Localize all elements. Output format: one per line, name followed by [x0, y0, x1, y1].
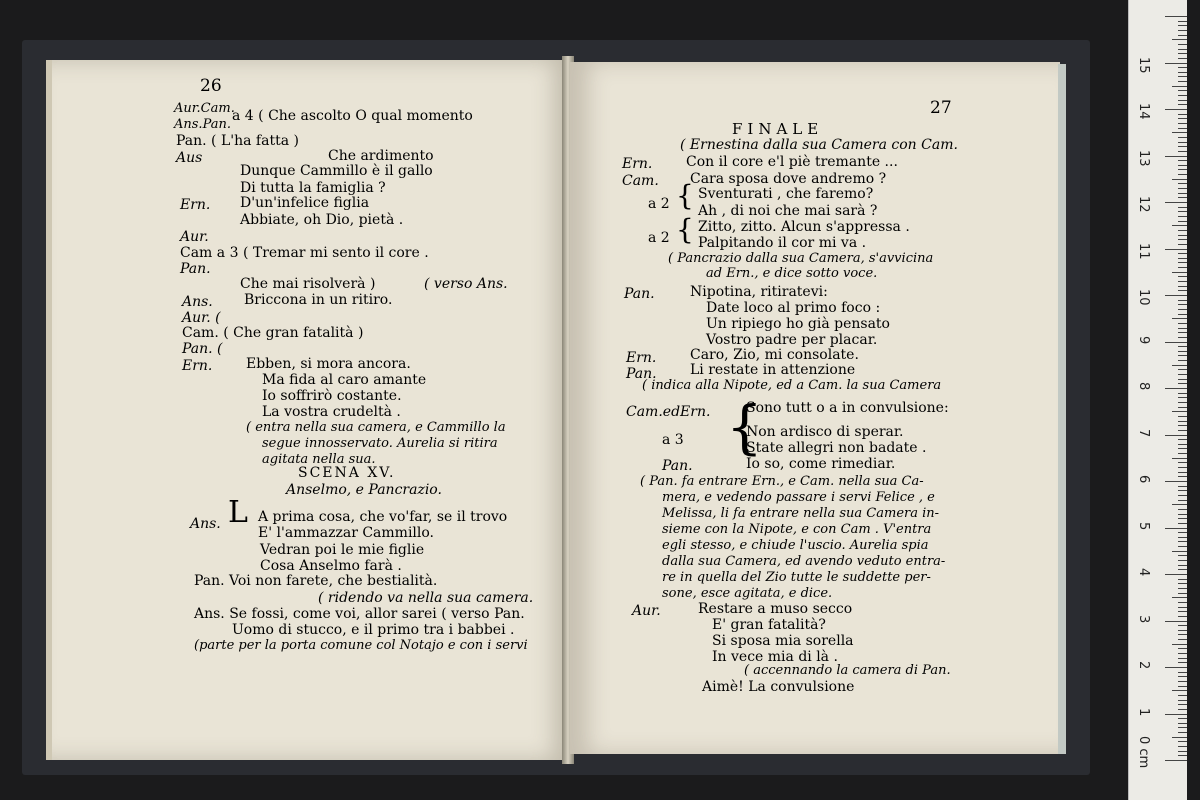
ruler-tick — [1172, 597, 1187, 598]
ruler-tick — [1178, 607, 1187, 608]
brace: { — [676, 179, 694, 212]
ruler-tick — [1178, 351, 1187, 352]
ruler-tick — [1172, 86, 1187, 87]
ruler-tick — [1178, 681, 1187, 682]
ruler-tick — [1178, 486, 1187, 487]
ruler-tick — [1165, 714, 1187, 715]
verse-line: E' gran fatalità? — [712, 617, 826, 633]
verse-line: Ans. Se fossi, come voi, allor sarei ( verso Pan. — [194, 606, 525, 622]
speaker: Aur. — [632, 603, 661, 619]
ruler-tick — [1165, 342, 1187, 343]
ruler-tick — [1172, 737, 1187, 738]
ruler-tick — [1178, 21, 1187, 22]
stage-direction: ( entra nella sua camera, e Cammillo la — [246, 420, 506, 435]
ruler-tick — [1178, 579, 1187, 580]
speaker: Ern. — [622, 156, 653, 172]
ruler-tick — [1178, 723, 1187, 724]
ruler-tick — [1178, 160, 1187, 161]
stage-direction: sieme con la Nipote, e con Cam . V'entra — [662, 522, 932, 537]
ruler-number: 9 — [1136, 335, 1151, 344]
verse-line: Palpitando il cor mi va . — [698, 235, 867, 251]
ruler-tick — [1172, 690, 1187, 691]
scene-heading: SCENA XV. — [298, 465, 396, 481]
ruler-number: 12 — [1136, 196, 1151, 213]
verse-line: Pan. Voi non farete, che bestialità. — [194, 573, 438, 589]
speaker: Ans. — [182, 294, 213, 310]
stage-direction: ( accennando la camera di Pan. — [744, 663, 951, 678]
ruler-tick — [1178, 569, 1187, 570]
ruler-tick — [1178, 672, 1187, 673]
speaker: Pan. — [180, 261, 211, 277]
ruler-tick — [1178, 695, 1187, 696]
ruler-tick — [1178, 253, 1187, 254]
ensemble-marker: a 2 — [648, 196, 670, 212]
ruler-number: 0 cm — [1136, 736, 1151, 769]
verse-line: Uomo di stucco, e il primo tra i babbei . — [232, 622, 515, 638]
verse-line: a 4 ( Che ascolto O qual momento — [232, 108, 473, 124]
verse-line: Un ripiego ho già pensato — [706, 316, 890, 332]
ruler-tick — [1178, 588, 1187, 589]
verse-line: Vedran poi le mie figlie — [260, 542, 425, 558]
ruler-tick — [1178, 230, 1187, 231]
verse-line: Sventurati , che faremo? — [698, 186, 874, 202]
speaker: Cam.edErn. — [626, 404, 711, 420]
ruler-tick — [1178, 244, 1187, 245]
ruler-tick — [1178, 700, 1187, 701]
ruler-tick — [1178, 653, 1187, 654]
ruler-tick — [1172, 318, 1187, 319]
ruler-tick — [1165, 388, 1187, 389]
ruler-tick — [1178, 239, 1187, 240]
ruler-tick — [1178, 565, 1187, 566]
stage-direction: mera, e vedendo passare i servi Felice , e — [662, 490, 935, 505]
ruler-tick — [1178, 165, 1187, 166]
ruler-tick — [1178, 146, 1187, 147]
ruler-tick — [1172, 644, 1187, 645]
ruler-tick — [1178, 379, 1187, 380]
ruler-tick — [1178, 686, 1187, 687]
ruler-tick — [1172, 39, 1187, 40]
ruler-tick — [1178, 369, 1187, 370]
ruler-tick — [1178, 346, 1187, 347]
page-number: 27 — [930, 98, 952, 118]
ruler-tick — [1178, 416, 1187, 417]
verse-line: Cosa Anselmo farà . — [260, 558, 402, 574]
ruler-tick — [1178, 337, 1187, 338]
ruler-number: 7 — [1136, 428, 1151, 437]
ruler-tick — [1172, 551, 1187, 552]
speaker: Aus — [176, 150, 203, 166]
ruler-tick — [1178, 648, 1187, 649]
ruler-tick — [1178, 709, 1187, 710]
ruler-tick — [1178, 421, 1187, 422]
ruler-tick — [1165, 760, 1187, 761]
page-number: 26 — [200, 76, 222, 96]
section-heading: FINALE — [732, 120, 824, 138]
stage-direction: ( Pancrazio dalla sua Camera, s'avvicina — [668, 251, 934, 266]
ruler-tick — [1178, 193, 1187, 194]
verse-line: Io soffrirò costante. — [262, 388, 402, 404]
ruler-tick — [1178, 123, 1187, 124]
ruler-tick — [1178, 281, 1187, 282]
stage-direction: ( Pan. fa entrare Ern., e Cam. nella sua Ca- — [640, 474, 924, 489]
verse-line: Ma fida al caro amante — [262, 372, 427, 388]
drop-cap: L — [228, 495, 248, 530]
ruler-tick — [1178, 444, 1187, 445]
ruler-number: 5 — [1136, 521, 1151, 530]
ruler-tick — [1178, 44, 1187, 45]
verse-line: Con il core e'l piè tremante ... — [686, 154, 898, 170]
ruler-tick — [1172, 365, 1187, 366]
verse-line: Cara sposa dove andremo ? — [690, 171, 887, 187]
ruler-number: 8 — [1136, 382, 1151, 391]
ruler-tick — [1178, 35, 1187, 36]
ruler-tick — [1178, 197, 1187, 198]
ruler-tick — [1165, 481, 1187, 482]
ruler-tick — [1178, 467, 1187, 468]
ruler-tick — [1172, 272, 1187, 273]
ruler-tick — [1165, 202, 1187, 203]
verse-line: Cam. ( Che gran fatalità ) — [182, 325, 364, 341]
ruler-tick — [1178, 425, 1187, 426]
ruler-tick — [1178, 355, 1187, 356]
ruler-tick — [1178, 611, 1187, 612]
verse-line: Vostro padre per placar. — [706, 332, 878, 348]
verse-line: Si sposa mia sorella — [712, 633, 854, 649]
speaker: Ern. — [626, 350, 657, 366]
ruler-tick — [1178, 207, 1187, 208]
ruler-tick — [1172, 458, 1187, 459]
ruler-tick — [1178, 402, 1187, 403]
ruler-tick — [1178, 718, 1187, 719]
ruler-tick — [1178, 541, 1187, 542]
ruler-tick — [1178, 393, 1187, 394]
ruler-tick — [1178, 374, 1187, 375]
ruler-tick — [1178, 221, 1187, 222]
ruler-tick — [1165, 156, 1187, 157]
ruler-tick — [1178, 509, 1187, 510]
ruler-tick — [1178, 216, 1187, 217]
stage-direction: ( indica alla Nipote, ed a Cam. la sua Camera — [642, 378, 942, 393]
ruler-tick — [1178, 304, 1187, 305]
ruler-tick — [1165, 435, 1187, 436]
verse-line: Caro, Zio, mi consolate. — [690, 347, 859, 363]
ruler-tick — [1178, 100, 1187, 101]
ruler-tick — [1178, 500, 1187, 501]
verse-line: State allegri non badate . — [746, 440, 927, 456]
speaker: Pan. ( — [182, 341, 223, 357]
ruler-tick — [1178, 514, 1187, 515]
verse-line: Zitto, zitto. Alcun s'appressa . — [698, 219, 910, 235]
ruler-number: 4 — [1136, 568, 1151, 577]
stage-direction: ( ridendo va nella sua camera. — [318, 590, 534, 606]
ruler-tick — [1178, 662, 1187, 663]
ruler-tick — [1178, 383, 1187, 384]
speaker: Aur.Cam. — [174, 101, 235, 116]
ruler-number: 3 — [1136, 614, 1151, 623]
speaker: Cam. — [622, 173, 659, 189]
ruler-tick — [1165, 63, 1187, 64]
ruler-tick — [1178, 518, 1187, 519]
ruler-tick — [1178, 476, 1187, 477]
ruler-tick — [1178, 630, 1187, 631]
ruler-tick — [1178, 72, 1187, 73]
ruler-number: 2 — [1136, 661, 1151, 670]
verse-line: A prima cosa, che vo'far, se il trovo — [258, 509, 508, 525]
ruler-tick — [1178, 25, 1187, 26]
ruler-tick — [1178, 76, 1187, 77]
ruler-tick — [1178, 142, 1187, 143]
ruler-tick — [1178, 332, 1187, 333]
verse-line: Nipotina, ritiratevi: — [690, 284, 828, 300]
ruler-tick — [1178, 751, 1187, 752]
ruler-number: 1 — [1136, 707, 1151, 716]
stage-direction: ad Ern., e dice sotto voce. — [706, 266, 878, 281]
verse-line: Pan. ( L'ha fatta ) — [176, 133, 299, 149]
verse-line: Abbiate, oh Dio, pietà . — [240, 212, 404, 228]
ruler-tick — [1178, 593, 1187, 594]
verse-line: Di tutta la famiglia ? — [240, 180, 386, 196]
measurement-ruler — [1128, 0, 1187, 800]
stage-direction: ( Ernestina dalla sua Camera con Cam. — [680, 137, 958, 153]
speaker: Ern. — [182, 358, 213, 374]
ruler-tick — [1178, 532, 1187, 533]
ruler-tick — [1178, 235, 1187, 236]
ruler-tick — [1178, 104, 1187, 105]
ruler-tick — [1178, 639, 1187, 640]
ruler-tick — [1178, 49, 1187, 50]
verse-line: La vostra crudeltà . — [262, 404, 401, 420]
verse-line: Date loco al primo foco : — [706, 300, 881, 316]
ruler-tick — [1178, 634, 1187, 635]
ruler-tick — [1165, 667, 1187, 668]
ruler-tick — [1178, 397, 1187, 398]
ruler-tick — [1178, 151, 1187, 152]
ruler-tick — [1178, 95, 1187, 96]
ruler-tick — [1172, 411, 1187, 412]
verse-line: Io so, come rimediar. — [746, 456, 896, 472]
ruler-tick — [1178, 286, 1187, 287]
verse-line: Sono tutt o a in convulsione: — [746, 400, 949, 416]
ruler-tick — [1178, 658, 1187, 659]
ruler-tick — [1178, 583, 1187, 584]
verse-line: Ebben, si mora ancora. — [246, 356, 411, 372]
brace: { — [676, 213, 694, 246]
ruler-tick — [1178, 537, 1187, 538]
ruler-number: 11 — [1136, 242, 1151, 260]
ruler-tick — [1178, 727, 1187, 728]
ruler-tick — [1178, 137, 1187, 138]
page-edge — [1058, 64, 1066, 754]
ruler-tick — [1178, 118, 1187, 119]
verse-line: Ah , di noi che mai sarà ? — [698, 203, 878, 219]
ruler-tick — [1165, 528, 1187, 529]
ruler-tick — [1178, 328, 1187, 329]
ruler-tick — [1178, 407, 1187, 408]
ruler-tick — [1178, 90, 1187, 91]
ruler-tick — [1178, 262, 1187, 263]
ruler-tick — [1172, 225, 1187, 226]
ensemble-marker: a 3 — [662, 432, 684, 448]
ruler-tick — [1178, 58, 1187, 59]
speaker: Pan. — [626, 366, 657, 382]
ruler-tick — [1178, 755, 1187, 756]
verse-line: Li restate in attenzione — [690, 362, 856, 378]
stage-direction: segue innosservato. Aurelia si ritira — [262, 436, 498, 451]
ruler-tick — [1178, 746, 1187, 747]
speaker: Aur. ( — [182, 310, 221, 326]
ruler-tick — [1178, 67, 1187, 68]
scene-characters: Anselmo, e Pancrazio. — [286, 482, 442, 498]
ruler-tick — [1178, 314, 1187, 315]
verse-line: Dunque Cammillo è il gallo — [240, 163, 433, 179]
ruler-tick — [1178, 602, 1187, 603]
ruler-tick — [1165, 295, 1187, 296]
speaker: Ern. — [180, 197, 211, 213]
ensemble-marker: a 2 — [648, 230, 670, 246]
ruler-tick — [1178, 546, 1187, 547]
stage-direction: re in quella del Zio tutte le suddette per- — [662, 570, 931, 585]
speaker: Ans. — [190, 516, 221, 532]
verse-line: E' l'ammazzar Cammillo. — [258, 525, 435, 541]
ruler-tick — [1172, 132, 1187, 133]
ruler-number: 6 — [1136, 475, 1151, 484]
ruler-tick — [1172, 179, 1187, 180]
verse-line: Che mai risolverà ) — [240, 276, 376, 292]
stage-direction: ( verso Ans. — [424, 276, 508, 292]
verse-line: Non ardisco di sperar. — [746, 424, 904, 440]
stage-direction: sone, esce agitata, e dice. — [662, 586, 833, 601]
speaker: Pan. — [624, 286, 655, 302]
ruler-number: 13 — [1136, 149, 1151, 167]
ruler-tick — [1178, 183, 1187, 184]
stage-direction: agitata nella sua. — [262, 452, 376, 467]
ruler-tick — [1178, 555, 1187, 556]
ruler-tick — [1178, 290, 1187, 291]
ruler-tick — [1178, 616, 1187, 617]
ruler-tick — [1178, 323, 1187, 324]
ruler-tick — [1178, 704, 1187, 705]
ruler-tick — [1178, 732, 1187, 733]
verse-line: Restare a muso secco — [698, 601, 853, 617]
ruler-tick — [1165, 621, 1187, 622]
ruler-tick — [1178, 211, 1187, 212]
ruler-tick — [1178, 495, 1187, 496]
ruler-tick — [1178, 81, 1187, 82]
ruler-tick — [1178, 53, 1187, 54]
brace: { — [726, 393, 763, 461]
verse-line: Che ardimento — [328, 148, 434, 164]
verse-line: Briccona in un ritiro. — [244, 292, 393, 308]
ruler-tick — [1178, 439, 1187, 440]
ruler-tick — [1178, 448, 1187, 449]
ruler-tick — [1178, 114, 1187, 115]
ruler-tick — [1178, 300, 1187, 301]
stage-direction: egli stesso, e chiude l'uscio. Aurelia spia — [662, 538, 929, 553]
ruler-tick — [1165, 109, 1187, 110]
stage-direction: (parte per la porta comune col Notajo e con i servi — [194, 638, 528, 653]
ruler-tick — [1178, 462, 1187, 463]
verse-line: Cam a 3 ( Tremar mi sento il core . — [180, 245, 429, 261]
ruler-number: 10 — [1136, 289, 1151, 306]
verse-line: In vece mia di là . — [712, 649, 838, 665]
ruler-tick — [1178, 276, 1187, 277]
stage-direction: Melissa, li fa entrare nella sua Camera in- — [662, 506, 940, 521]
ruler-tick — [1178, 560, 1187, 561]
ruler-tick — [1178, 267, 1187, 268]
ruler-tick — [1178, 169, 1187, 170]
verse-line: D'un'infelice figlia — [240, 195, 370, 211]
ruler-tick — [1178, 472, 1187, 473]
ruler-tick — [1178, 128, 1187, 129]
ruler-tick — [1178, 430, 1187, 431]
ruler-tick — [1178, 258, 1187, 259]
ruler-tick — [1165, 574, 1187, 575]
ruler-tick — [1178, 188, 1187, 189]
verse-line: Aimè! La convulsione — [702, 679, 855, 695]
speaker: Pan. — [662, 458, 693, 474]
ruler-tick — [1178, 30, 1187, 31]
ruler-tick — [1178, 741, 1187, 742]
ruler-tick — [1178, 453, 1187, 454]
ruler-tick — [1178, 360, 1187, 361]
ruler-tick — [1165, 16, 1187, 17]
speaker: Aur. — [180, 229, 209, 245]
ruler-tick — [1178, 309, 1187, 310]
ruler-tick — [1178, 625, 1187, 626]
ruler-tick — [1178, 523, 1187, 524]
stage-direction: dalla sua Camera, ed avendo veduto entra- — [662, 554, 946, 569]
ruler-tick — [1172, 504, 1187, 505]
ruler-number: 14 — [1136, 103, 1151, 120]
ruler-tick — [1178, 174, 1187, 175]
speaker: Ans.Pan. — [174, 117, 231, 132]
ruler-tick — [1178, 490, 1187, 491]
ruler-number: 15 — [1136, 56, 1151, 74]
ruler-tick — [1165, 249, 1187, 250]
ruler-tick — [1178, 676, 1187, 677]
